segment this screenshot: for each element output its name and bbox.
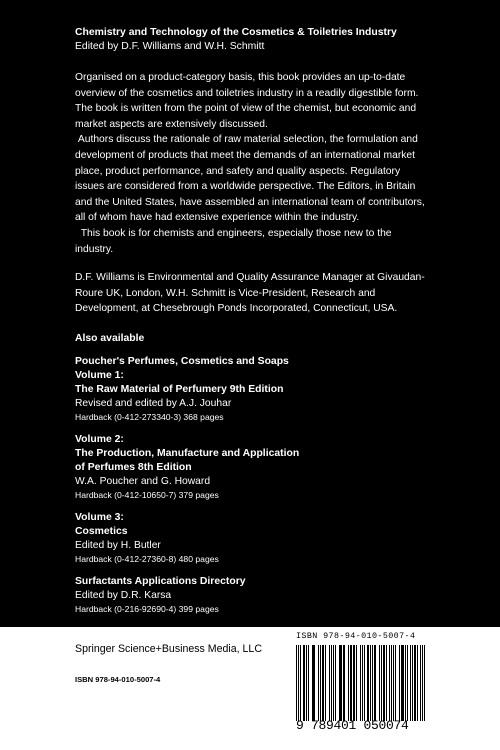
editor-bio: D.F. Williams is Environmental and Quality Assurance Manager at Givaudan-Roure UK, London, W.H. Schmitt is Vice-President, Research and Development, at Chesebrough Ponds Incorporated, Connecticut, USA. <box>75 272 425 315</box>
volume-info: Hardback (0-412-27360-8) 480 pages <box>75 553 219 564</box>
directory-editor: Edited by D.R. Karsa <box>75 589 172 601</box>
barcode-bar <box>414 645 416 721</box>
barcode-bar <box>329 645 330 721</box>
also-available-heading: Also available <box>75 332 145 344</box>
barcode-bar <box>360 645 361 721</box>
barcode-bar <box>308 645 309 721</box>
volume-editor: Edited by H. Butler <box>75 539 161 551</box>
barcode-bar <box>306 645 307 721</box>
barcode-bar <box>393 645 394 721</box>
related-title-volume-1 <box>75 355 425 424</box>
barcode-digits: 9 789401 050074 <box>296 718 409 733</box>
barcode-bar <box>383 645 385 721</box>
barcode-bar <box>367 645 369 721</box>
barcode-bar <box>296 645 297 721</box>
volume-authors: W.A. Poucher and G. Howard <box>75 475 211 487</box>
barcode-bar <box>412 645 413 721</box>
barcode-bar <box>410 645 411 721</box>
barcode-bar <box>300 645 301 721</box>
barcode-bar <box>316 645 317 721</box>
barcode-bar <box>320 645 321 721</box>
barcode-bar <box>327 645 328 721</box>
barcode-bar <box>397 645 398 721</box>
volume-title: Cosmetics <box>75 525 128 537</box>
barcode-bar <box>353 645 354 721</box>
isbn-label: ISBN 978-94-010-5007-4 <box>75 675 161 684</box>
volume-label: Volume 1: <box>75 369 124 381</box>
barcode-bar <box>313 645 315 721</box>
barcode-bar <box>318 645 319 721</box>
barcode <box>296 631 426 735</box>
barcode-bar <box>422 645 423 721</box>
barcode-bar <box>312 645 313 721</box>
barcode-bar <box>399 645 400 721</box>
barcode-bar <box>418 645 419 721</box>
barcode-bar <box>331 645 332 721</box>
barcode-bar <box>354 645 355 721</box>
barcode-bar <box>358 645 359 721</box>
barcode-bar <box>303 645 305 721</box>
barcode-bar <box>420 645 421 721</box>
barcode-bars <box>296 645 426 721</box>
related-title-volume-3 <box>75 511 425 566</box>
barcode-bar <box>350 645 352 721</box>
barcode-bar <box>322 645 325 721</box>
barcode-bar <box>343 645 344 721</box>
barcode-bar <box>339 645 342 721</box>
barcode-bar <box>387 645 388 721</box>
barcode-bar <box>362 645 363 721</box>
barcode-bar <box>372 645 373 721</box>
directory-info: Hardback (0-216-92690-4) 399 pages <box>75 603 219 614</box>
barcode-bar <box>302 645 303 721</box>
book-editors: Edited by D.F. Williams and W.H. Schmitt <box>75 41 265 52</box>
barcode-bar <box>417 645 418 721</box>
barcode-bar <box>337 645 338 721</box>
footer-band <box>0 627 500 750</box>
volume-title-cont: of Perfumes 8th Edition <box>75 461 192 473</box>
volume-editor: Revised and edited by A.J. Jouhar <box>75 397 232 409</box>
barcode-bar <box>370 645 371 721</box>
barcode-bar <box>381 645 382 721</box>
barcode-bar <box>344 645 345 721</box>
barcode-bar <box>408 645 409 721</box>
cover-text <box>75 26 425 616</box>
barcode-bar <box>364 645 365 721</box>
barcode-bar <box>391 645 392 721</box>
volume-title: The Raw Material of Perfumery 9th Edition <box>75 383 284 395</box>
barcode-bar <box>366 645 367 721</box>
volume-info: Hardback (0-412-10650-7) 379 pages <box>75 489 219 500</box>
barcode-bar <box>379 645 380 721</box>
barcode-bar <box>377 645 378 721</box>
barcode-bar <box>346 645 347 721</box>
description-paragraph-1: Organised on a product-category basis, this book provides an up-to-date overview of the cosmetics and toiletries industry in a readily digestible form. The book is written from the point of view of the chemist, but economic and market aspects are extensively discussed. <box>75 72 419 130</box>
barcode-bar <box>356 645 357 721</box>
barcode-bar <box>325 645 326 721</box>
description-paragraph-2: Authors discuss the rationale of raw material selection, the formulation and development of products that meet the demands of an international market place, product performance, and safety and quality aspects. Regulatory issues are considered from a worldwide perspective. The Editors, in Britain and the United States, have assembled an international team of contributors, all of whom have had extensive experience within the industry. <box>75 134 425 224</box>
barcode-bar <box>335 645 336 721</box>
barcode-bar <box>333 645 335 721</box>
barcode-bar <box>348 645 349 721</box>
series-title: Poucher's Perfumes, Cosmetics and Soaps <box>75 355 289 367</box>
barcode-bar <box>386 645 387 721</box>
barcode-bar <box>374 645 377 721</box>
barcode-bar <box>424 645 425 721</box>
barcode-bar <box>298 645 299 721</box>
barcode-bar <box>405 645 406 721</box>
volume-label: Volume 2: <box>75 433 124 445</box>
related-title-volume-2 <box>75 433 425 502</box>
barcode-bar <box>310 645 311 721</box>
related-title-directory <box>75 575 425 616</box>
barcode-bar <box>389 645 390 721</box>
directory-title: Surfactants Applications Directory <box>75 575 246 587</box>
description-paragraph-3: This book is for chemists and engineers, especially those new to the industry. <box>75 227 392 255</box>
volume-label: Volume 3: <box>75 511 124 523</box>
volume-title: The Production, Manufacture and Application <box>75 447 300 459</box>
barcode-bar <box>401 645 404 721</box>
publisher-name: Springer Science+Business Media, LLC <box>75 643 262 655</box>
barcode-isbn: ISBN 978-94-010-5007-4 <box>296 631 416 641</box>
barcode-bar <box>395 645 397 721</box>
volume-info: Hardback (0-412-273340-3) 368 pages <box>75 411 224 422</box>
barcode-bar <box>407 645 408 721</box>
book-title: Chemistry and Technology of the Cosmetics & Toiletries Industry <box>75 27 397 38</box>
